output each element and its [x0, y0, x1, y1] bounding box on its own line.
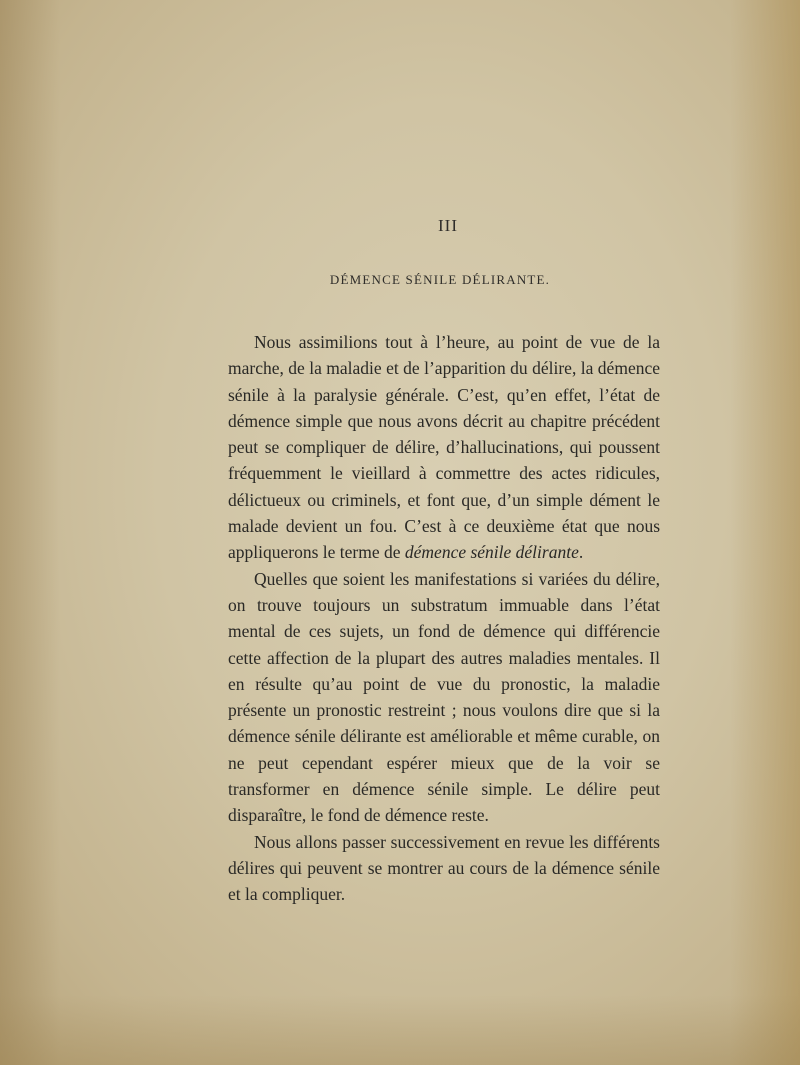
page-edge-shadow-left — [0, 0, 60, 1065]
body-text — [228, 329, 660, 908]
paragraph: Quelles que soient les manifestations si variées du délire, on trouve toujours un substratum immuable dans l’état mental de ces sujets, un fond de démence qui différencie cette affection de la plupart des autres maladies mentales. Il en résulte qu’au point de vue du pronostic, la maladie présente un pronostic restreint ; nous voulons dire que si la démence sénile délirante est améliorable et même curable, on ne peut cependant espérer mieux que de la voir se transformer en démence sénile simple. Le délire peut disparaître, le fond de démence reste. — [228, 568, 660, 826]
paragraph: Nous allons passer successivement en revue les différents délires qui peuvent se montrer au cours de la démence sénile et la compliquer. — [228, 831, 660, 905]
page-edge-shadow-right — [730, 0, 800, 1065]
paragraph-text-end: . — [578, 542, 584, 563]
emphasized-term: démence sénile délirante — [404, 542, 579, 563]
paragraph — [228, 329, 660, 566]
page-edge-shadow-bottom — [0, 995, 800, 1065]
paragraph-text: Nous assimilions tout à l’heure, au point de vue de la marche, de la maladie et de l’apparition du délire, la démence sénile à la paralysie générale. C’est, qu’en effet, l’état de démence simple que nous avons décrit au chapitre précédent peut se compliquer de délire, d’hallucinations, qui poussent fréquemment le vieillard à commettre des actes ridicules, délictueux ou criminels, et font que, d’un simple dément le malade devient un fou. C’est à ce deuxième état que nous appliquerons le terme de — [228, 332, 660, 563]
chapter-title: DÉMENCE SÉNILE DÉLIRANTE. — [329, 272, 551, 287]
chapter-number: III — [438, 216, 458, 235]
